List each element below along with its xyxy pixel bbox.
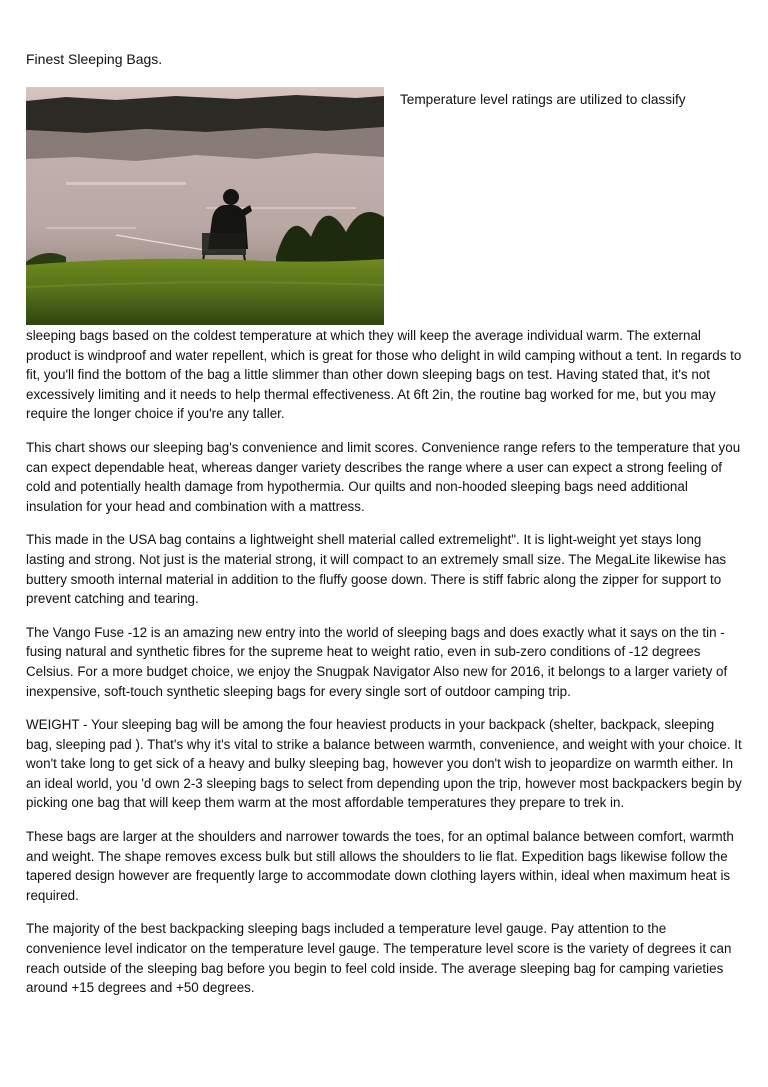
lakeside-photo — [26, 87, 384, 325]
paragraph: The Vango Fuse -12 is an amazing new entry into the world of sleeping bags and does exactly what it says on the tin - fusing natural and synthetic fibres for the supreme heat to weight ratio, even in sub-zero conditions of -12 degrees Celsius. For a more budget choice, we enjoy the Snugpak Navigator Also new for 2016, it belongs to a larger variety of inexpensive, soft-touch synthetic sleeping bags for every single sort of outdoor camping trip. — [26, 624, 728, 699]
image-side-caption: Temperature level ratings are utilized to classify — [400, 92, 686, 107]
paragraph: sleeping bags based on the coldest temperature at which they will keep the average individual warm. The external product is windproof and water repellent, which is great for those who delight in wild camping without a tent. In regards to fit, you'll find the bottom of the bag a little slimmer than other down sleeping bags on test. Having stated that, it's not excessively limiting and it needs to help thermal effectiveness. At 6ft 2in, the routine bag worked for me, but you may require the longer choice if you're any taller. — [26, 328, 742, 422]
paragraph: WEIGHT - Your sleeping bag will be among the four heaviest products in your backpack (shelter, backpack, sleeping bag, sleeping pad ). That's why it's vital to strike a balance between warmth, convenience, and weight with your choice. It won't take long to get sick of a heavy and bulky sleeping bag, however you don't wish to jeopardize on warmth either. In an ideal world, you 'd own 2-3 sleeping bags to select from depending upon the trip, however most backpackers begin by picking one bag that will keep them warm at the most affordable temperatures they prepare to trek in. — [26, 717, 742, 811]
paragraph: This chart shows our sleeping bag's convenience and limit scores. Convenience range refers to the temperature that you can expect dependable heat, whereas danger variety describes the range where a user can expect a strong feeling of cold and potentially health damage from hypothermia. Our quilts and non-hooded sleeping bags need additional insulation for your head and combination with a mattress. — [26, 439, 741, 514]
paragraph: This made in the USA bag contains a lightweight shell material called extremelight". It is light-weight yet stays long lasting and strong. Not just is the material strong, it will compact to an extremely small size. The MegaLite likewise has buttery smooth internal material in addition to the fluffy goose down. There is stiff fabric along the zipper for support to prevent catching and tearing. — [26, 532, 727, 607]
paragraph: These bags are larger at the shoulders and narrower towards the toes, for an optimal balance between comfort, warmth and weight. The shape removes excess bulk but still allows the shoulders to lie flat. Expedition bags likewise follow the tapered design however are frequently large to accommodate down clothing layers within, ideal when maximum heat is required. — [26, 829, 734, 903]
paragraph: The majority of the best backpacking sleeping bags included a temperature level gauge. Pay attention to the convenience level indicator on the temperature level gauge. The temperature level score is the variety of degrees it can reach outside of the sleeping bag before you begin to feel cold inside. The average sleeping bag for camping varieties around +15 degrees and +50 degrees. — [26, 921, 732, 996]
document-body — [26, 326, 742, 1012]
document-title: Finest Sleeping Bags. — [26, 51, 163, 67]
